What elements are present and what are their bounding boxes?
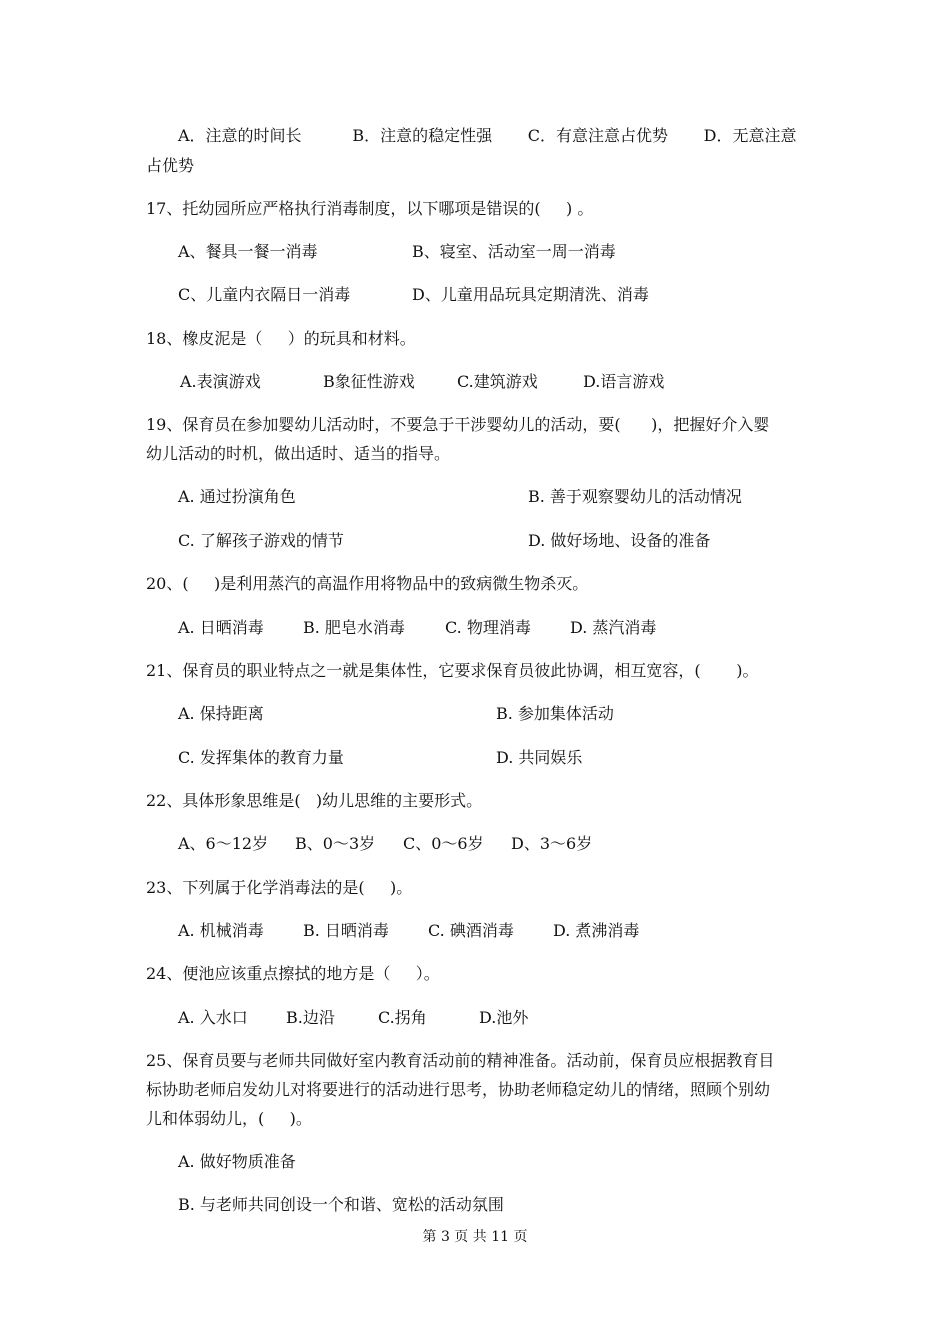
- q18-stem: 18、橡皮泥是（ ）的玩具和材料。: [146, 329, 416, 348]
- q25-stem-line3: 儿和体弱幼儿，( )。: [146, 1109, 312, 1128]
- q19-option-d: D. 做好场地、设备的准备: [528, 531, 711, 550]
- q18-option-d: D.语言游戏: [583, 372, 665, 391]
- q22-stem: 22、具体形象思维是( )幼儿思维的主要形式。: [146, 791, 483, 810]
- q23-option-d: D. 煮沸消毒: [553, 921, 640, 940]
- q19-stem-line1: 19、保育员在参加婴幼儿活动时，不要急于干涉婴幼儿的活动，要( )，把握好介入婴: [146, 415, 770, 434]
- q21-stem: 21、保育员的职业特点之一就是集体性，它要求保育员彼此协调，相互宽容，( )。: [146, 661, 759, 680]
- q20-stem: 20、( )是利用蒸汽的高温作用将物品中的致病微生物杀灭。: [146, 574, 589, 593]
- q22-option-b: B、0～3岁: [295, 834, 376, 853]
- q17-stem: 17、托幼园所应严格执行消毒制度，以下哪项是错误的( ) 。: [146, 199, 594, 218]
- q19-option-a: A. 通过扮演角色: [178, 487, 296, 506]
- q17-option-a: A、餐具一餐一消毒: [178, 242, 318, 261]
- q20-option-d: D. 蒸汽消毒: [570, 618, 657, 637]
- q22-option-d: D、3～6岁: [511, 834, 593, 853]
- q18-option-a: A.表演游戏: [180, 372, 261, 391]
- q18-option-c: C.建筑游戏: [457, 372, 538, 391]
- q23-stem: 23、下列属于化学消毒法的是( )。: [146, 878, 413, 897]
- q23-option-a: A. 机械消毒: [178, 921, 264, 940]
- q21-option-b: B. 参加集体活动: [496, 704, 614, 723]
- q19-option-b: B. 善于观察婴幼儿的活动情况: [528, 487, 742, 506]
- q24-option-a: A. 入水口: [178, 1008, 248, 1027]
- q22-option-a: A、6～12岁: [178, 834, 269, 853]
- q16-options: A．注意的时间长 B．注意的稳定性强 C．有意注意占优势 D．无意注意: [178, 126, 797, 145]
- q25-stem-line1: 25、保育员要与老师共同做好室内教育活动前的精神准备。活动前，保育员应根据教育目: [146, 1051, 775, 1070]
- q20-option-a: A. 日晒消毒: [178, 618, 264, 637]
- q17-option-d: D、儿童用品玩具定期清洗、消毒: [412, 285, 649, 304]
- q17-option-c: C、儿童内衣隔日一消毒: [178, 285, 351, 304]
- q25-option-a: A. 做好物质准备: [178, 1152, 296, 1171]
- q24-option-d: D.池外: [479, 1008, 529, 1027]
- q19-stem-line2: 幼儿活动的时机，做出适时、适当的指导。: [146, 444, 451, 463]
- q24-option-b: B.边沿: [286, 1008, 335, 1027]
- q22-option-c: C、0～6岁: [403, 834, 484, 853]
- q24-option-c: C.拐角: [378, 1008, 427, 1027]
- q23-option-c: C. 碘酒消毒: [428, 921, 514, 940]
- q21-option-c: C. 发挥集体的教育力量: [178, 748, 344, 767]
- q20-option-c: C. 物理消毒: [445, 618, 531, 637]
- page-number-footer: 第 3 页 共 11 页: [422, 1229, 528, 1245]
- q21-option-a: A. 保持距离: [178, 704, 264, 723]
- q23-option-b: B. 日晒消毒: [303, 921, 389, 940]
- q19-option-c: C. 了解孩子游戏的情节: [178, 531, 344, 550]
- q21-option-d: D. 共同娱乐: [496, 748, 583, 767]
- q17-option-b: B、寝室、活动室一周一消毒: [412, 242, 616, 261]
- q20-option-b: B. 肥皂水消毒: [303, 618, 405, 637]
- q25-option-b: B. 与老师共同创设一个和谐、宽松的活动氛围: [178, 1195, 504, 1214]
- q24-stem: 24、便池应该重点擦拭的地方是（ ）。: [146, 964, 440, 983]
- q25-stem-line2: 标协助老师启发幼儿对将要进行的活动进行思考，协助老师稳定幼儿的情绪，照顾个别幼: [146, 1080, 771, 1099]
- q16-options-continued: 占优势: [146, 156, 195, 175]
- q18-option-b: B象征性游戏: [323, 372, 415, 391]
